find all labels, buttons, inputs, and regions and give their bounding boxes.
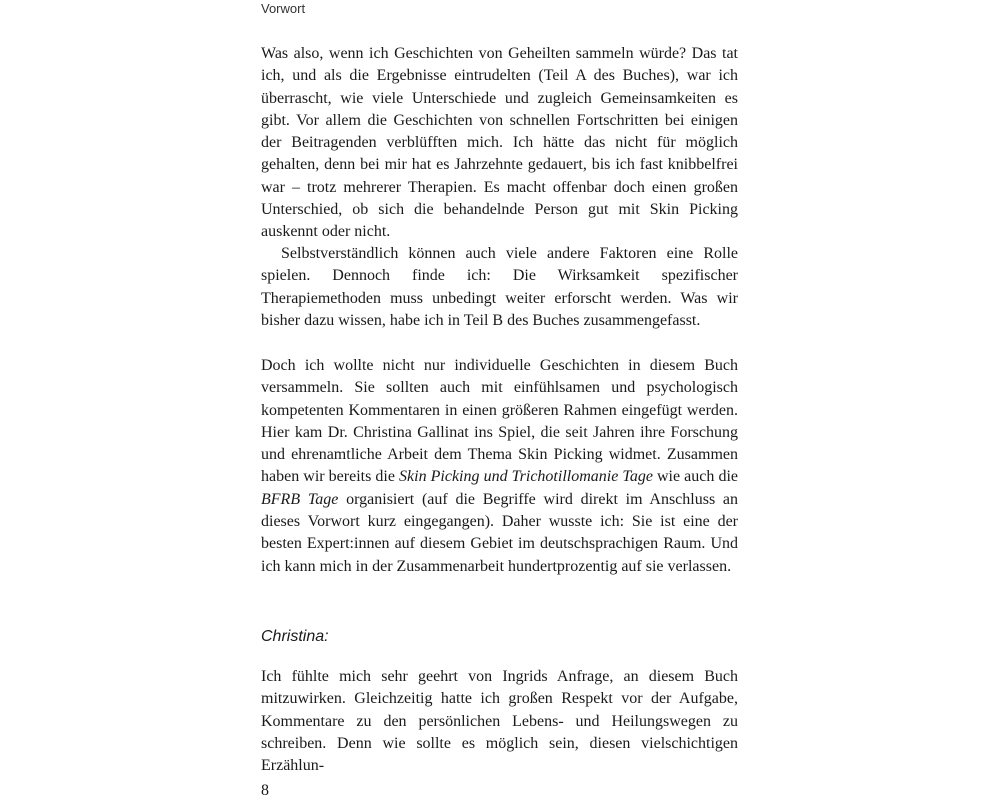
paragraph-3-text-c: organisiert (auf die Begriffe wird direkt im Anschluss an dieses Vorwort kurz eingegangen). Daher wusste ich: Sie ist eine der besten Expert:innen auf diesem Gebiet im deutschsprachigen Raum. Und ich kann mich in der Zusammenarbeit hundertprozentig auf sie verlassen. <box>261 490 739 575</box>
running-head: Vorwort <box>261 1 306 16</box>
event-name-skin-picking-tage: Skin Picking und Trichotillomanie Tage <box>399 468 653 486</box>
section-heading: Christina: <box>261 628 329 645</box>
paragraph-1: Was also, wenn ich Geschichten von Geheilten sammeln würde? Das tat ich, und als die Ergebnisse eintrudelten (Teil A des Buches), war ich überrascht, wie viele Unterschiede und zugleich Gemeinsamkeiten es gibt. Vor allem die Geschichten von schnellen Fortschritten bei einigen der Beitragenden verblüfften mich. Ich hätte das nicht für möglich gehalten, denn bei mir hat es Jahrzehnte gedauert, bis ich fast knibbelfrei war – trotz mehrerer Therapien. Es macht offenbar doch einen großen Unterschied, ob sich die behandelnde Person gut mit Skin Picking auskennt oder nicht. <box>261 45 738 241</box>
paragraph-3-block <box>261 355 738 578</box>
paragraph-4-block <box>261 666 738 777</box>
paragraph-2-block <box>261 243 738 332</box>
paragraph-3 <box>261 355 738 578</box>
paragraph-2: Selbstverständlich können auch viele andere Faktoren eine Rolle spielen. Dennoch finde ich: Die Wirksamkeit spezifischer Therapiemethoden muss unbedingt weiter erforscht werden. Was wir bisher dazu wissen, habe ich in Teil B des Buches zusammengefasst. <box>261 245 738 329</box>
page-number: 8 <box>261 782 269 799</box>
paragraph-4: Ich fühlte mich sehr geehrt von Ingrids Anfrage, an diesem Buch mitzuwirken. Gleichzeitig hatte ich großen Respekt vor der Aufgabe, Kommentare zu den persönlichen Lebens- und Heilungswegen zu schreiben. Denn wie sollte es möglich sein, diesen vielschichtigen Erzählun- <box>261 668 738 775</box>
paragraph-3-text-b: wie auch die <box>652 468 738 486</box>
paragraph-1-block <box>261 43 738 244</box>
event-name-bfrb-tage: BFRB Tage <box>261 490 339 508</box>
paragraph-3-text-a: Doch ich wollte nicht nur individuelle Geschichten in diesem Buch versammeln. Sie sollten auch mit einfühlsamen und psychologisch kompetenten Kommentaren in einen größeren Rahmen eingefügt werden. Hier kam Dr. Christina Gallinat ins Spiel, die seit Jahren ihre Forschung und ehrenamtliche Arbeit dem Thema Skin Picking widmet. Zusammen haben wir bereits die <box>261 357 738 486</box>
